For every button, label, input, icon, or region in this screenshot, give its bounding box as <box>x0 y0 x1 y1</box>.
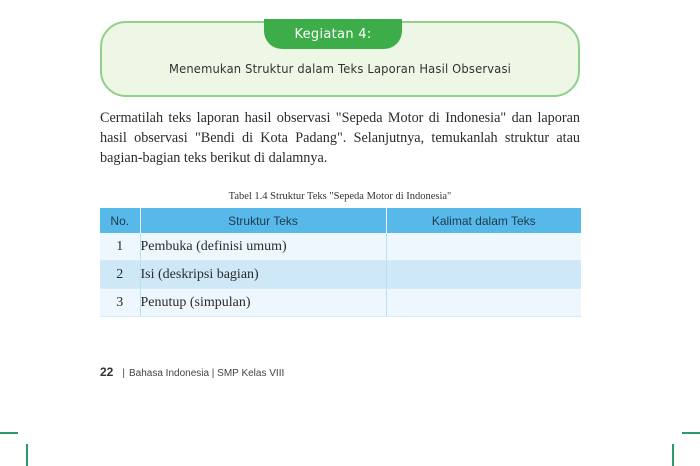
header-kalimat: Kalimat dalam Teks <box>386 208 581 233</box>
table-row <box>100 289 581 317</box>
crop-mark-left-horizontal <box>0 432 18 434</box>
table-header-row <box>100 208 581 233</box>
row-no: 2 <box>100 261 140 289</box>
row-kalimat <box>386 289 581 317</box>
row-kalimat <box>386 261 581 289</box>
row-struktur: Penutup (simpulan) <box>140 289 386 317</box>
header-no: No. <box>100 208 140 233</box>
crop-mark-right-vertical <box>672 444 674 466</box>
activity-title: Menemukan Struktur dalam Teks Laporan Hasil Observasi <box>168 61 512 76</box>
crop-mark-right-horizontal <box>682 432 700 434</box>
structure-table <box>100 208 581 317</box>
row-struktur: Pembuka (definisi umum) <box>140 233 386 261</box>
footer-separator: | <box>122 368 125 379</box>
page-footer <box>100 365 284 379</box>
row-no: 1 <box>100 233 140 261</box>
page-number: 22 <box>100 365 114 379</box>
table-row <box>100 233 581 261</box>
instruction-paragraph: Cermatilah teks laporan hasil observasi "Sepeda Motor di Indonesia" dan laporan hasil observasi "Bendi di Kota Padang". Selanjutnya, temukanlah struktur atau bagian-bagian teks berikut di dalamnya. <box>100 110 580 166</box>
crop-mark-left-vertical <box>26 444 28 466</box>
row-no: 3 <box>100 289 140 317</box>
activity-tab: Kegiatan 4: <box>264 19 402 49</box>
header-struktur: Struktur Teks <box>140 208 386 233</box>
footer-book-title: Bahasa Indonesia | SMP Kelas VIII <box>128 368 285 379</box>
table-caption: Tabel 1.4 Struktur Teks "Sepeda Motor di Indonesia" <box>228 191 452 202</box>
row-kalimat <box>386 233 581 261</box>
row-struktur: Isi (deskripsi bagian) <box>140 261 386 289</box>
table-row <box>100 261 581 289</box>
